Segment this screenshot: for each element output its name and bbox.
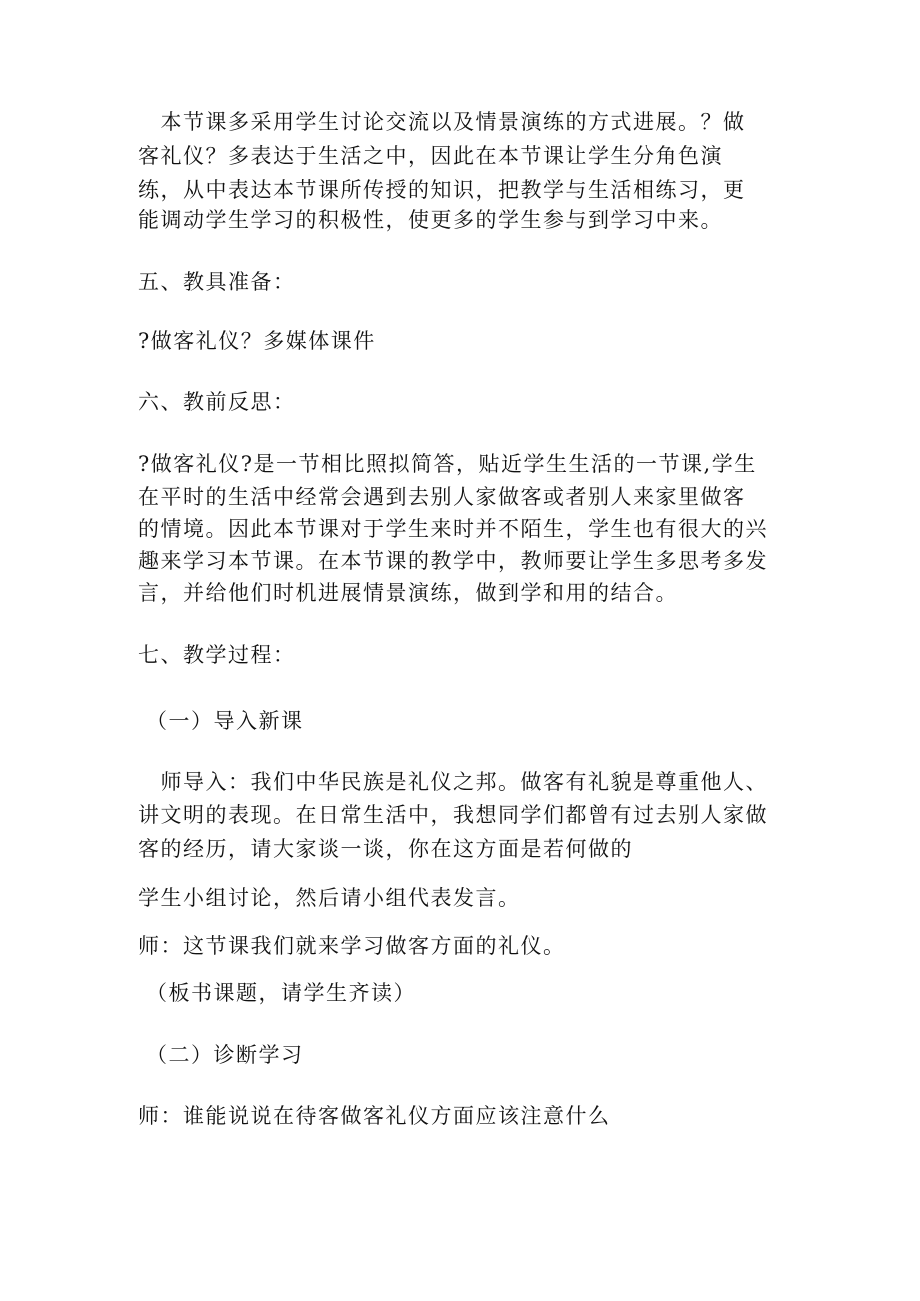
reflection-line-2: 在平时的生活中经常会遇到去别人家做客或者别人来家里做客 (138, 485, 746, 509)
heading-seven: 七、教学过程： (138, 643, 296, 667)
reflection-line-1: ?做客礼仪?是一节相比照拟简答，贴近学生生活的一节课,学生 (138, 452, 757, 476)
intro-lesson-line-3: 客的经历，请大家谈一谈，你在这方面是若何做的 (138, 837, 633, 861)
blackboard-note: （板书课题，请学生齐读） (146, 981, 416, 1005)
teacher-line-2: 师：谁能说说在待客做客礼仪方面应该注意什么 (138, 1104, 611, 1128)
group-discussion-line: 学生小组讨论，然后请小组代表发言。 (138, 886, 521, 910)
heading-five: 五、教具准备： (138, 270, 296, 294)
subheading-two: （二）诊断学习 (146, 1043, 304, 1067)
intro-paragraph-line-2: 客礼仪？多表达于生活之中，因此在本节课让学生分角色演 (138, 144, 723, 168)
reflection-line-5: 言，并给他们时机进展情景演练，做到学和用的结合。 (138, 581, 678, 605)
intro-paragraph-line-4: 能调动学生学习的积极性，使更多的学生参与到学习中来。 (138, 208, 723, 232)
intro-paragraph-line-3: 练，从中表达本节课所传授的知识，把教学与生活相练习，更 (138, 178, 746, 202)
intro-paragraph-line-1: 本节课多采用学生讨论交流以及情景演练的方式进展。？做 (138, 110, 746, 134)
intro-lesson-line-2: 讲文明的表现。在日常生活中，我想同学们都曾有过去别人家做 (138, 803, 768, 827)
heading-six: 六、教前反思： (138, 390, 296, 414)
materials-line: ?做客礼仪？多媒体课件 (138, 329, 376, 353)
intro-lesson-line-1: 师导入：我们中华民族是礼仪之邦。做客有礼貌是尊重他人、 (138, 770, 768, 794)
subheading-one: （一）导入新课 (146, 709, 304, 733)
reflection-line-4: 趣来学习本节课。在本节课的教学中，教师要让学生多思考多发 (138, 549, 768, 573)
reflection-line-3: 的情境。因此本节课对于学生来时并不陌生，学生也有很大的兴 (138, 517, 768, 541)
teacher-line-1: 师：这节课我们就来学习做客方面的礼仪。 (138, 934, 566, 958)
